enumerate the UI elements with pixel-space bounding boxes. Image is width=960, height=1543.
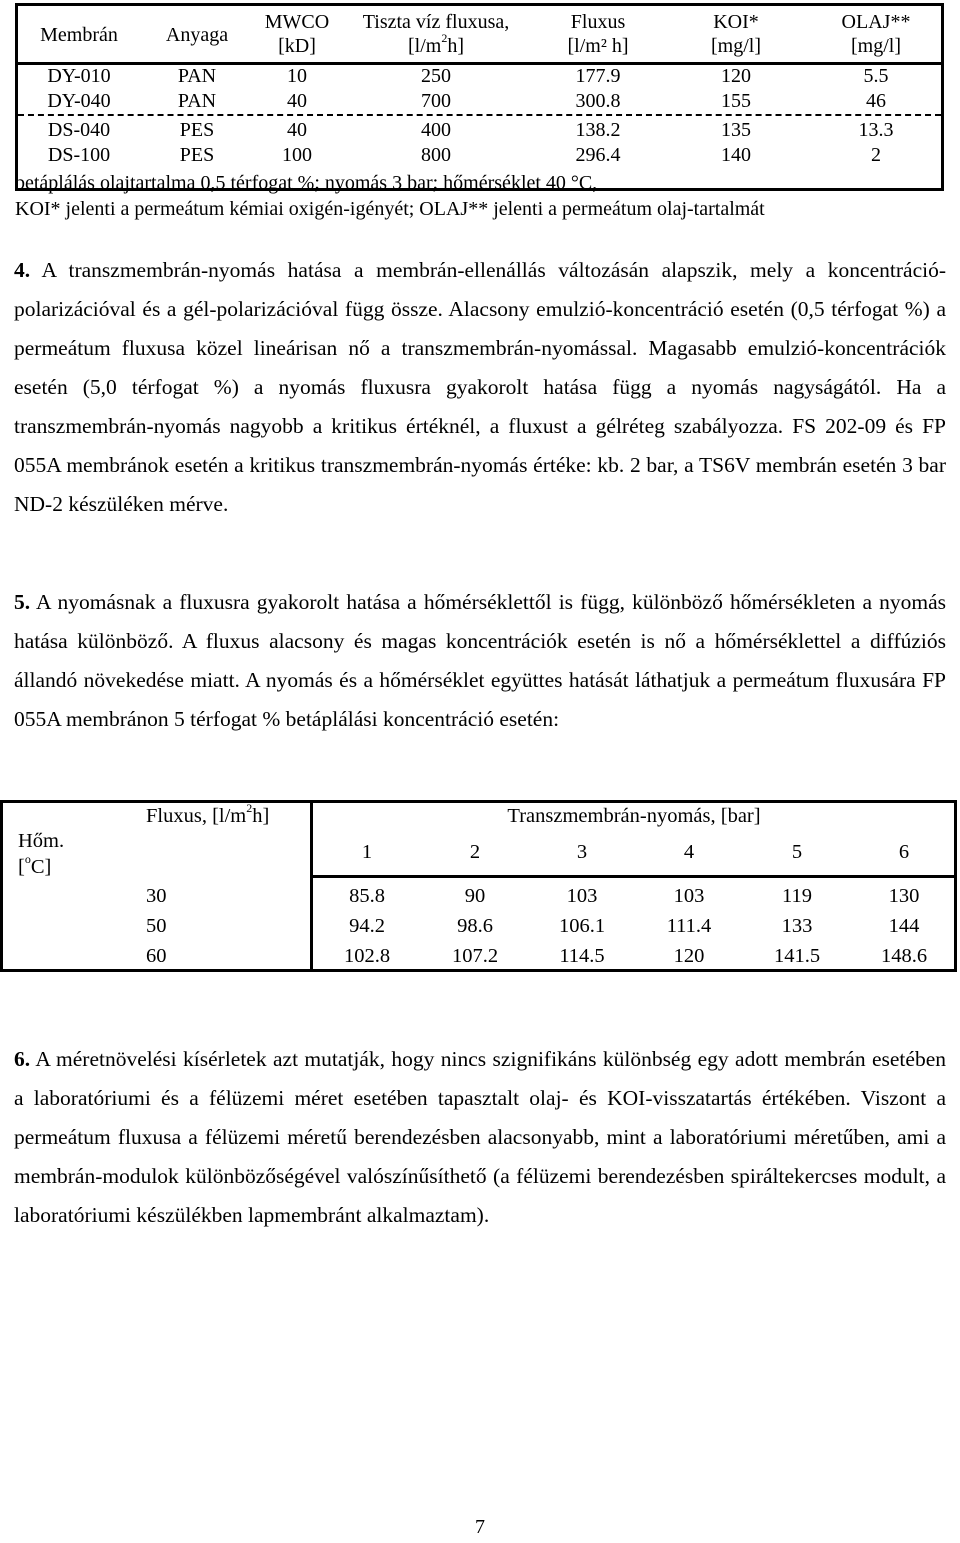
cell: 107.2 — [451, 945, 499, 967]
pressure-6: 6 — [898, 841, 910, 863]
cell: 120 — [721, 65, 751, 87]
cell: 13.3 — [858, 119, 894, 141]
cell: 130 — [888, 885, 920, 907]
cell: 700 — [421, 90, 451, 112]
flux-label: Fluxus, $[l/m^2h]$ — [146, 801, 270, 827]
cell: 106.1 — [558, 915, 606, 937]
cell: 46 — [866, 90, 886, 112]
temp-cell: 60 — [146, 945, 167, 967]
cell: 90 — [464, 885, 486, 907]
cell: 114.5 — [559, 945, 605, 967]
cell: 250 — [421, 65, 451, 87]
temp-cell: 50 — [146, 915, 167, 937]
header-olaj-unit: [mg/l] — [851, 35, 901, 57]
paragraph-text: A transzmembrán-nyomás hatása a membrán-ellenállás változásán alapszik, mely a koncentráció-polarizációval és a gél-polarizációval függ össze. Alacsony emulzió-koncentráció esetén (0,5 térfogat %) a permeátum fluxusa közel lineárisan nő a transzmembrán-nyomással. Magasabb emulzió-koncentrációk esetén (5,0 térfogat %) a nyomás fluxusra gyakorolt hatása függ a nyomás nagyságától. Ha a transzmembrán-nyomás nagyobb a kritikus értéknél, a fluxust a gélréteg szabályozza. FS 202-09 és FP 055A membránok esetén a kritikus transzmembrán-nyomás értéke: kb. 2 bar, a TS6V membrán esetén 3 bar ND-2 készüléken mérve. — [14, 258, 946, 516]
membrane-table — [15, 3, 944, 191]
paragraph-number: 4. — [14, 258, 31, 282]
paragraph-text: A méretnövelési kísérletek azt mutatják, hogy nincs szignifikáns különbség egy adott membrán esetében a laboratóriumi és a félüzemi méret esetében tapasztalt olaj- és KOI-visszatartás értékében. Viszont a permeátum fluxusa a félüzemi méretű berendezésben alacsonyabb, mint a laboratóriumi méretűben, ami a membrán-modulok különbözőségével valószínűsíthető (a félüzemi berendezésben spiráltekercses modult, a laboratóriumi készülékben lapmembránt alkalmaztam). — [14, 1047, 946, 1227]
header-divider — [18, 62, 941, 65]
pressure-5: 5 — [791, 841, 803, 863]
cell: 177.9 — [575, 65, 621, 87]
header-mwco: MWCO — [264, 11, 330, 33]
cell: 40 — [287, 90, 307, 112]
header-fluxus-unit: [l/m² h] — [567, 35, 629, 57]
cell: 120 — [673, 945, 705, 967]
table-note-conditions: betáplálás olajtartalma 0,5 térfogat %; nyomás 3 bar; hőmérséklet 40 °C, — [15, 172, 598, 194]
cell: 111.4 — [666, 915, 712, 937]
cell: 100 — [282, 144, 312, 166]
header-mwco-unit: [kD] — [278, 35, 316, 57]
column-divider — [310, 800, 313, 972]
header-koi: KOI* — [713, 11, 759, 33]
dashed-divider — [18, 114, 941, 116]
cell: 94.2 — [349, 915, 385, 937]
cell: 141.5 — [773, 945, 821, 967]
temp-cell: 30 — [146, 885, 167, 907]
flux-pressure-table — [0, 800, 960, 975]
paragraph-6 — [14, 1040, 946, 1235]
cell: 155 — [721, 90, 751, 112]
cell: 135 — [721, 119, 751, 141]
pressure-2: 2 — [469, 841, 481, 863]
page-number: 7 — [475, 1516, 485, 1538]
header-anyaga: Anyaga — [165, 24, 229, 46]
cell: 2 — [871, 144, 881, 166]
cell: 800 — [421, 144, 451, 166]
pressure-1: 1 — [361, 841, 373, 863]
cell: DS-040 — [47, 119, 111, 141]
cell: 98.6 — [457, 915, 493, 937]
cell: 400 — [421, 119, 451, 141]
cell: PAN — [177, 90, 217, 112]
pressure-3: 3 — [576, 841, 588, 863]
cell: 138.2 — [575, 119, 621, 141]
paragraph-number: 6. — [14, 1047, 31, 1071]
pressure-4: 4 — [683, 841, 695, 863]
cell: 140 — [721, 144, 751, 166]
cell: PAN — [177, 65, 217, 87]
cell: DS-100 — [47, 144, 111, 166]
header-tiszta-viz: Tiszta víz fluxusa, — [362, 11, 510, 33]
cell: PES — [179, 144, 215, 166]
cell: 85.8 — [349, 885, 385, 907]
header-membran: Membrán — [40, 24, 118, 46]
cell: 5.5 — [863, 65, 889, 87]
paragraph-text: A nyomásnak a fluxusra gyakorolt hatása a hőmérséklettől is függ, különböző hőmérsékleten a nyomás hatása különböző. A fluxus alacsony és magas koncentrációk esetén is nő a hőmérséklettel a diffúziós állandó növekedése miatt. A nyomás és a hőmérséklet együttes hatását láthatjuk a permeátum fluxusára FP 055A membránon 5 térfogat % betáplálási koncentráció esetén: — [14, 590, 946, 731]
cell: 10 — [287, 65, 307, 87]
cell: 133 — [781, 915, 813, 937]
cell: 103 — [673, 885, 705, 907]
cell: 102.8 — [343, 945, 391, 967]
temp-unit: [$^o$C] — [18, 852, 52, 878]
header-tiszta-viz-unit: $[l/m^2h]$ — [407, 31, 465, 57]
table-note-legend: KOI* jelenti a permeátum kémiai oxigén-igényét; OLAJ** jelenti a permeátum olaj-tartalmát — [15, 198, 765, 220]
temp-label: Hőm. — [18, 830, 65, 852]
paragraph-5 — [14, 583, 946, 739]
cell: 296.4 — [575, 144, 621, 166]
cell: PES — [179, 119, 215, 141]
cell: DY-010 — [47, 65, 111, 87]
paragraph-4 — [14, 251, 946, 524]
pressure-label: Transzmembrán-nyomás, [bar] — [507, 805, 761, 827]
header-divider — [310, 875, 957, 878]
cell: 144 — [888, 915, 920, 937]
paragraph-number: 5. — [14, 590, 31, 614]
cell: 300.8 — [575, 90, 621, 112]
cell: 148.6 — [880, 945, 928, 967]
header-koi-unit: [mg/l] — [711, 35, 761, 57]
cell: 103 — [566, 885, 598, 907]
header-fluxus: Fluxus — [570, 11, 626, 33]
header-olaj: OLAJ** — [841, 11, 911, 33]
cell: DY-040 — [47, 90, 111, 112]
cell: 119 — [782, 885, 812, 907]
cell: 40 — [287, 119, 307, 141]
